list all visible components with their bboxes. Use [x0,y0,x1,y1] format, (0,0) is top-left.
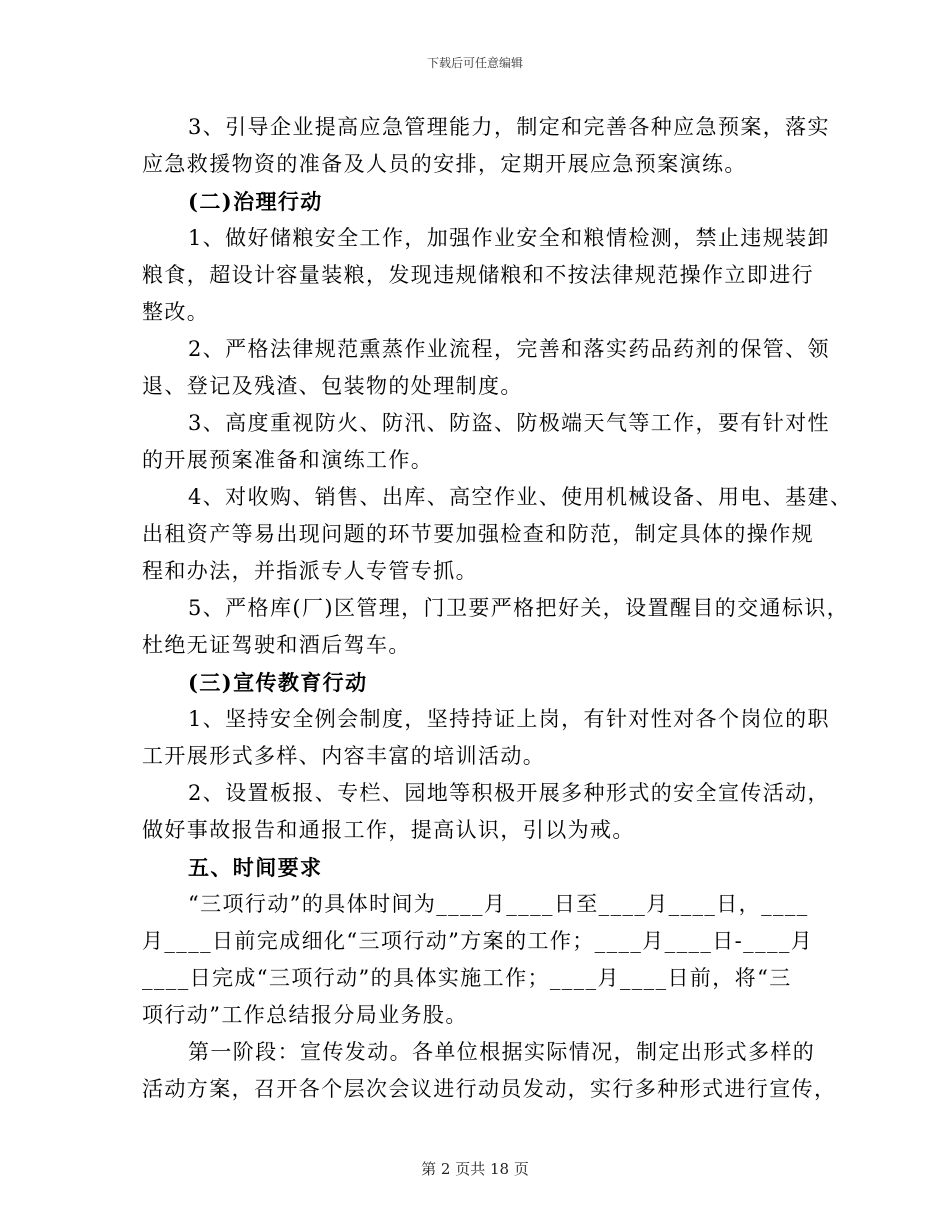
text-line: 1、做好储粮安全工作，加强作业安全和粮情检测，禁止违规装卸 [188,226,830,250]
text-line: 杜绝无证驾驶和酒后驾车。 [142,633,411,657]
text-line: 工开展形式多样、内容丰富的培训活动。 [142,744,546,768]
section-heading: (三)宣传教育行动 [188,670,368,695]
text-line: 的开展预案准备和演练工作。 [142,448,434,472]
section-heading: (二)治理行动 [188,189,323,214]
document-body [142,109,853,1108]
text-line: 项行动”工作总结报分局业务股。 [142,1003,468,1027]
text-line: 3、高度重视防火、防汛、防盗、防极端天气等工作，要有针对性 [188,411,830,435]
text-line: 应急救援物资的准备及人员的安排，定期开展应急预案演练。 [142,152,747,176]
text-line: 1、坚持安全例会制度，坚持持证上岗，有针对性对各个岗位的职 [188,707,830,731]
text-line: 2、设置板报、专栏、园地等积极开展多种形式的安全宣传活动， [188,781,830,805]
text-line: 4、对收购、销售、出库、高空作业、使用机械设备、用电、基建、 [188,485,853,509]
text-line: 粮食，超设计容量装粮，发现违规储粮和不按法律规范操作立即进行 [142,263,814,287]
text-line: 活动方案，召开各个层次会议进行动员发动，实行多种形式进行宣传， [142,1077,837,1101]
page-header: 下载后可任意编辑 [426,56,523,70]
text-line: 5、严格库(厂)区管理，门卫要严格把好关，设置醒目的交通标识， [188,596,850,620]
text-line: 整改。 [142,300,210,324]
text-line: 做好事故报告和通报工作，提高认识，引以为戒。 [142,818,635,842]
page-footer: 第 2 页共 18 页 [421,1160,529,1178]
text-line: 出租资产等易出现问题的环节要加强检查和防范，制定具体的操作规 [142,522,814,546]
text-line: 月____日前完成细化“三项行动”方案的工作；____月____日-____月 [142,929,814,953]
text-line: 退、登记及残渣、包装物的处理制度。 [142,374,523,398]
text-line: “三项行动”的具体时间为____月____日至____月____日，____ [188,892,809,916]
section-heading: 五、时间要求 [188,855,323,880]
text-line: ____日完成“三项行动”的具体实施工作；____月____日前，将“三 [142,966,792,990]
text-line: 2、严格法律规范熏蒸作业流程，完善和落实药品药剂的保管、领 [188,337,830,361]
text-line: 程和办法，并指派专人专管专抓。 [142,559,478,583]
text-line: 3、引导企业提高应急管理能力，制定和完善各种应急预案，落实 [188,115,830,139]
text-line: 第一阶段：宣传发动。各单位根据实际情况，制定出形式多样的 [188,1040,816,1064]
